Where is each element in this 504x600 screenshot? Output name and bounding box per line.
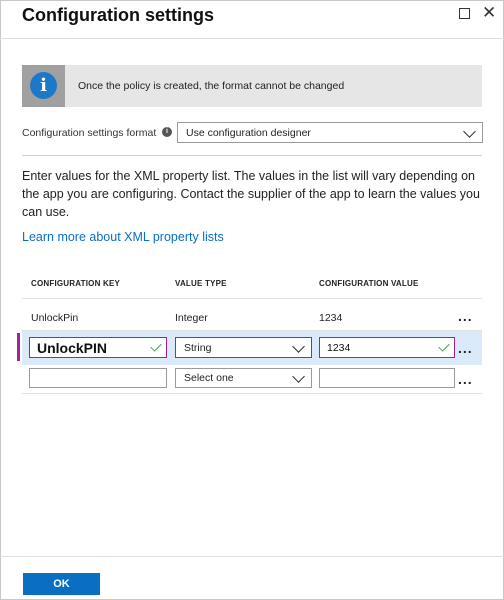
edit-value-text: 1234 — [327, 341, 351, 354]
row-type: Integer — [175, 312, 208, 324]
header-configuration-key: CONFIGURATION KEY — [31, 279, 121, 288]
dialog-title: Configuration settings — [22, 5, 214, 25]
edit-row-marker — [17, 333, 20, 361]
info-badge — [22, 65, 65, 107]
valid-check-icon — [438, 340, 449, 351]
valid-check-icon — [150, 340, 161, 351]
new-value-input[interactable] — [319, 368, 455, 388]
dialog-header — [0, 0, 504, 39]
footer-divider — [0, 556, 504, 557]
format-label: Configuration settings format — [22, 127, 157, 139]
new-type-dropdown[interactable] — [175, 368, 312, 388]
close-icon[interactable]: ✕ — [482, 3, 497, 22]
row-divider — [22, 393, 482, 394]
new-row-more-button[interactable]: ... — [458, 371, 473, 387]
description-text: Enter values for the XML property list. The values in the list will vary depending on the app you are configuring. Contact the supplier of the app to learn the values you can use. — [22, 169, 480, 219]
header-configuration-value: CONFIGURATION VALUE — [319, 279, 419, 288]
info-icon: i — [30, 72, 57, 99]
chevron-down-icon — [463, 125, 476, 138]
row-more-button[interactable]: ... — [458, 308, 473, 324]
chevron-down-icon — [292, 340, 305, 353]
maximize-icon[interactable] — [459, 8, 470, 19]
info-banner-text: Once the policy is created, the format cannot be changed — [78, 80, 345, 92]
learn-more-link[interactable]: Learn more about XML property lists — [22, 230, 224, 244]
edit-type-dropdown[interactable] — [175, 337, 312, 358]
row-key: UnlockPin — [31, 312, 79, 324]
header-divider — [22, 298, 482, 299]
edit-key-input[interactable] — [29, 337, 167, 358]
edit-key-value: UnlockPIN — [37, 339, 108, 356]
chevron-down-icon — [292, 370, 305, 383]
info-banner — [22, 65, 482, 107]
help-info-icon[interactable]: i — [162, 127, 172, 137]
edit-row-more-button[interactable]: ... — [458, 340, 473, 356]
header-value-type: VALUE TYPE — [175, 279, 227, 288]
format-dropdown-value: Use configuration designer — [186, 126, 311, 139]
section-divider — [22, 155, 482, 156]
edit-type-value: String — [184, 341, 212, 354]
format-dropdown[interactable] — [177, 122, 483, 143]
new-type-value: Select one — [184, 372, 234, 384]
new-key-input[interactable] — [29, 368, 167, 388]
edit-value-input[interactable] — [319, 337, 455, 358]
ok-button[interactable]: OK — [23, 573, 100, 595]
row-value: 1234 — [319, 312, 343, 324]
